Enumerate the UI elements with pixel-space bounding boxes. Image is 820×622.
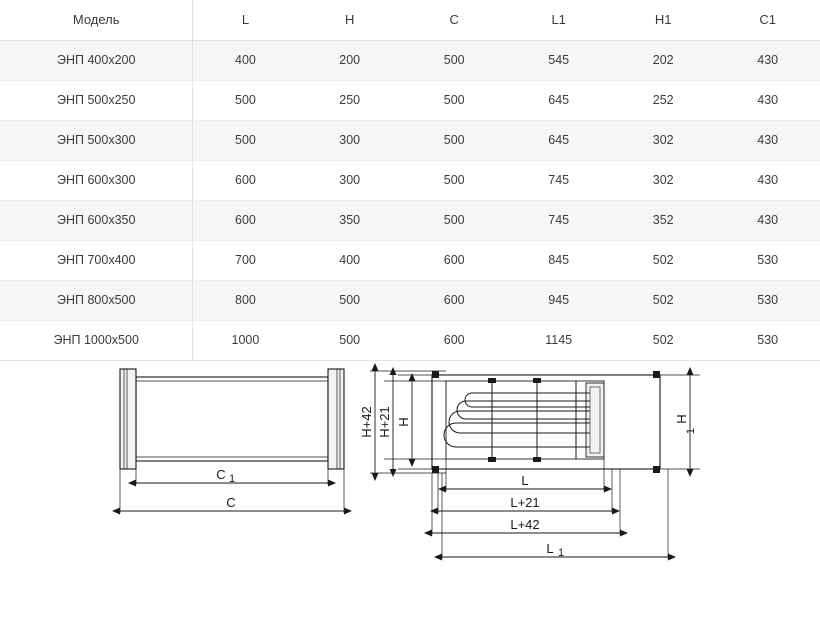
table-row [0, 40, 820, 80]
dim-label-l-plus-21: L+21 [510, 494, 540, 510]
cell-l: 600 [193, 200, 298, 240]
table-row [0, 120, 820, 160]
cell-c1: 530 [715, 280, 820, 320]
cell-h1: 502 [611, 280, 716, 320]
dim-label-l1: L [546, 540, 554, 556]
dim-label-c1: C [216, 466, 226, 482]
cell-model: ЭНП 500х300 [0, 120, 193, 160]
cell-h1: 202 [611, 40, 716, 80]
cell-l: 600 [193, 160, 298, 200]
cell-h1: 302 [611, 120, 716, 160]
cell-c: 600 [402, 320, 507, 360]
cell-h1: 252 [611, 80, 716, 120]
cell-model: ЭНП 1000х500 [0, 320, 193, 360]
column-header-c: C [402, 0, 507, 40]
dim-label-h1: H [674, 413, 689, 424]
cell-l: 700 [193, 240, 298, 280]
table-row [0, 240, 820, 280]
table-header-row [0, 0, 820, 40]
dim-label-c1-subscript: 1 [228, 472, 236, 485]
side-view-drawing [120, 369, 344, 513]
cell-c1: 430 [715, 120, 820, 160]
table-body [0, 40, 820, 360]
cell-l1: 545 [506, 40, 611, 80]
cell-h1: 302 [611, 160, 716, 200]
cell-model: ЭНП 600х350 [0, 200, 193, 240]
cell-c: 500 [402, 120, 507, 160]
cell-l: 400 [193, 40, 298, 80]
dim-label-h: H [396, 416, 411, 427]
cell-model: ЭНП 500х250 [0, 80, 193, 120]
table-row [0, 200, 820, 240]
cell-model: ЭНП 600х300 [0, 160, 193, 200]
front-view-drawing [359, 371, 700, 559]
dim-label-l1-subscript: 1 [557, 546, 565, 559]
cell-l1: 645 [506, 80, 611, 120]
cell-h: 500 [297, 320, 402, 360]
cell-l: 1000 [193, 320, 298, 360]
cell-h: 300 [297, 160, 402, 200]
cell-l1: 645 [506, 120, 611, 160]
table-row [0, 280, 820, 320]
cell-model: ЭНП 800х500 [0, 280, 193, 320]
dim-label-h1-subscript: 1 [685, 427, 697, 434]
cell-c: 500 [402, 160, 507, 200]
table-row [0, 320, 820, 360]
cell-c: 500 [402, 200, 507, 240]
dim-label-c: C [226, 494, 236, 510]
column-header-l1: L1 [506, 0, 611, 40]
cell-model: ЭНП 700х400 [0, 240, 193, 280]
column-header-model: Модель [0, 0, 193, 40]
dim-label-h-plus-42: H+42 [359, 405, 374, 438]
cell-model: ЭНП 400х200 [0, 40, 193, 80]
column-header-h: H [297, 0, 402, 40]
cell-l: 500 [193, 80, 298, 120]
cell-l: 500 [193, 120, 298, 160]
column-header-c1: C1 [715, 0, 820, 40]
cell-l1: 845 [506, 240, 611, 280]
column-header-l: L [193, 0, 298, 40]
table-header [0, 0, 820, 40]
technical-drawings [0, 361, 820, 611]
cell-h: 250 [297, 80, 402, 120]
cell-c1: 530 [715, 240, 820, 280]
cell-h: 300 [297, 120, 402, 160]
cell-h: 350 [297, 200, 402, 240]
cell-l1: 1145 [506, 320, 611, 360]
cell-c1: 430 [715, 80, 820, 120]
cell-h1: 502 [611, 320, 716, 360]
cell-c1: 430 [715, 160, 820, 200]
cell-c: 600 [402, 280, 507, 320]
cell-c1: 530 [715, 320, 820, 360]
cell-c: 500 [402, 80, 507, 120]
cell-h: 500 [297, 280, 402, 320]
dim-label-h-plus-21: H+21 [377, 405, 392, 438]
cell-c: 600 [402, 240, 507, 280]
drawings-svg [0, 361, 820, 611]
cell-c1: 430 [715, 40, 820, 80]
cell-c: 500 [402, 40, 507, 80]
cell-l1: 945 [506, 280, 611, 320]
cell-h1: 502 [611, 240, 716, 280]
table-row [0, 160, 820, 200]
table-row [0, 80, 820, 120]
dim-label-l-plus-42: L+42 [510, 516, 540, 532]
cell-h1: 352 [611, 200, 716, 240]
cell-l: 800 [193, 280, 298, 320]
dim-label-l: L [521, 472, 529, 488]
cell-c1: 430 [715, 200, 820, 240]
cell-l1: 745 [506, 160, 611, 200]
cell-h: 200 [297, 40, 402, 80]
cell-h: 400 [297, 240, 402, 280]
column-header-h1: H1 [611, 0, 716, 40]
cell-l1: 745 [506, 200, 611, 240]
